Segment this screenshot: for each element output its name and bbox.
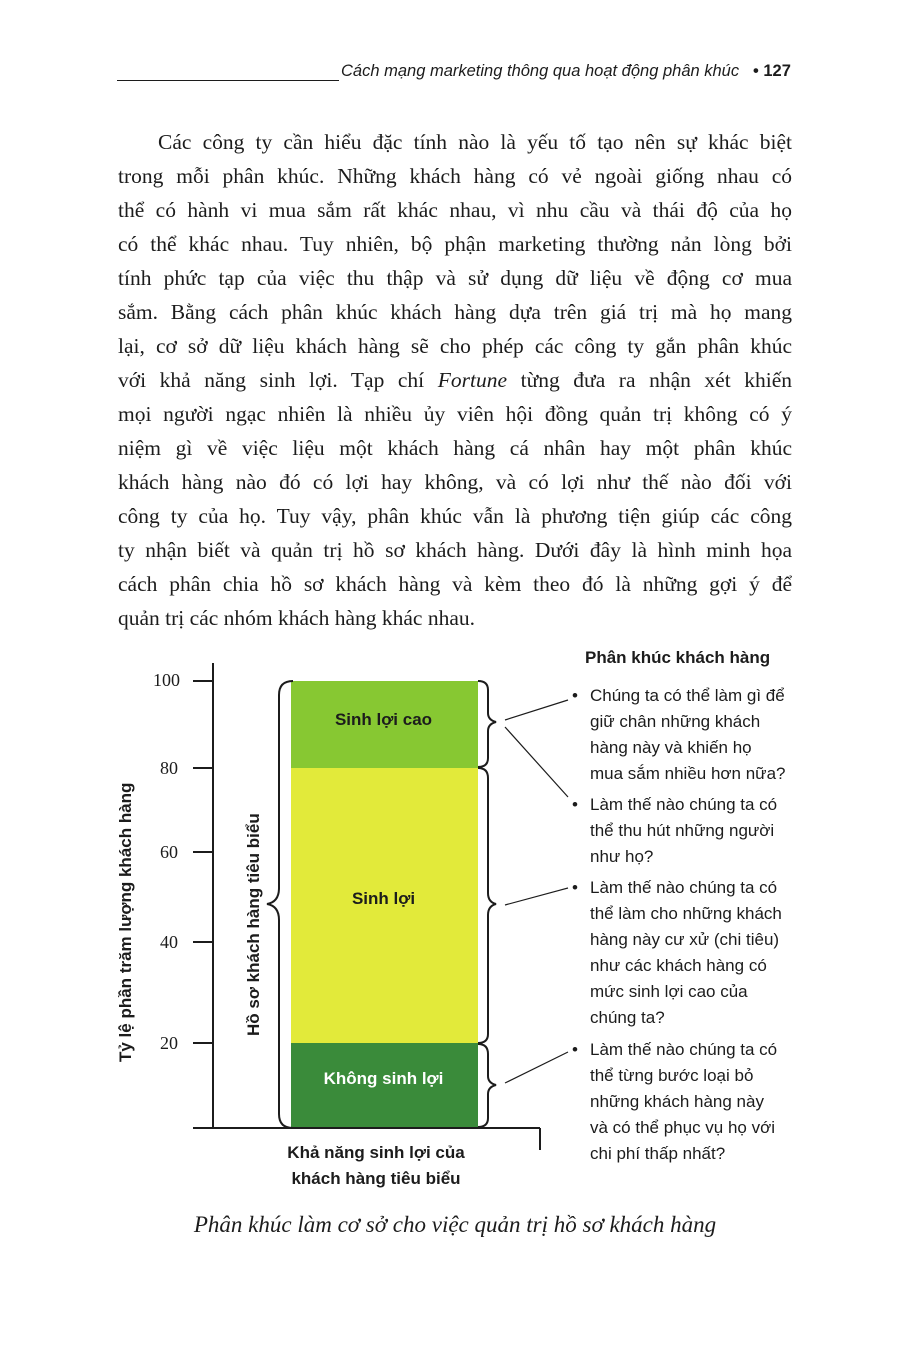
bracket-high — [478, 681, 496, 767]
bullet-line: chúng ta? — [590, 1008, 665, 1027]
body-line: có thể khác nhau. Tuy nhiên, bộ phận marketing thường nản lòng bởi — [118, 232, 792, 256]
page-number-value: 127 — [763, 62, 791, 80]
fortune-italic: Fortune — [437, 368, 508, 392]
body-line: niệm gì về việc liệu một khách hàng cá nhân hay một phân khúc — [118, 436, 792, 460]
bullet-line: hàng này và khiến họ — [590, 738, 752, 757]
bullet-dot: • — [572, 795, 578, 814]
connector-line — [505, 1052, 568, 1083]
body-line: cách phân chia hồ sơ khách hàng và kèm theo đó là những gợi ý để — [118, 572, 792, 596]
bullet-item — [572, 1037, 822, 1167]
body-line-end: từng đưa ra nhận xét khiến — [520, 368, 793, 392]
y-tick-label: 100 — [153, 670, 180, 690]
bullet-dot: • — [572, 1040, 578, 1059]
bracket-mid — [478, 768, 496, 1043]
body-line: thể có hành vi mua sắm rất khác nhau, vì nhu cầu và thái độ của họ — [118, 198, 792, 222]
bullet-line: mức sinh lợi cao của — [590, 982, 748, 1001]
bullet-dot: • — [572, 686, 578, 705]
bracket-low — [478, 1044, 496, 1127]
bullet-line: và có thể phục vụ họ với — [590, 1118, 776, 1137]
bullet-dot: • — [572, 878, 578, 897]
bullet-line: chi phí thấp nhất? — [590, 1144, 726, 1163]
bullet-line: Làm thế nào chúng ta có — [590, 795, 778, 814]
y-tick-label: 60 — [160, 842, 178, 862]
body-line: trong mỗi phân khúc. Những khách hàng có vẻ ngoài giống nhau có — [118, 164, 792, 188]
connector-line — [505, 888, 568, 905]
bullet-line: thể từng bước loại bỏ — [590, 1066, 754, 1085]
bullet-line: Làm thế nào chúng ta có — [590, 878, 778, 897]
body-line-start: với khả năng sinh lợi. Tạp chí — [118, 368, 425, 392]
running-title: Cách mạng marketing thông qua hoạt động phân khúc — [341, 62, 740, 80]
y-tick-label: 40 — [160, 932, 178, 952]
bullet-line: thể thu hút những người — [590, 821, 775, 840]
segment-label-mid: Sinh lợi — [351, 889, 416, 908]
body-line: ty nhận biết và quản trị hồ sơ khách hàng. Dưới đây là hình minh họa — [118, 538, 792, 562]
y-tick-label: 20 — [160, 1033, 178, 1053]
body-line: quản trị các nhóm khách hàng khác nhau. — [118, 606, 476, 630]
body-line: lại, cơ sở dữ liệu khách hàng sẽ cho phép các công ty gắn phân khúc — [118, 334, 792, 358]
bullet-line: Chúng ta có thể làm gì để — [590, 686, 785, 705]
bullet-item — [572, 792, 822, 870]
body-line: sắm. Bằng cách phân khúc khách hàng dựa trên giá trị mà họ mang — [118, 300, 792, 324]
bullet-item — [572, 875, 822, 1031]
figure-caption: Phân khúc làm cơ sở cho việc quản trị hồ sơ khách hàng — [193, 1212, 717, 1237]
segment-label-low: Không sinh lợi — [323, 1069, 444, 1088]
body-line: khách hàng nào đó có lợi hay không, và có lợi như thế nào đối với — [118, 470, 792, 494]
bullet-item — [572, 683, 822, 787]
bullet-line: như họ? — [590, 847, 654, 866]
bullet-line: thể làm cho những khách — [590, 904, 782, 923]
segment-label-high: Sinh lợi cao — [334, 710, 433, 729]
x-axis-label: Khả năng sinh lợi của khách hàng tiêu biểu — [287, 1143, 465, 1188]
bullet-line: giữ chân những khách — [590, 712, 761, 731]
body-line: công ty của họ. Tuy vậy, phân khúc vẫn là phương tiện giúp các công — [118, 504, 792, 528]
side-panel-title: Phân khúc khách hàng — [585, 648, 771, 667]
bullet-line: như các khách hàng có — [590, 956, 767, 975]
y-axis-label: Tỷ lệ phần trăm lượng khách hàng — [116, 782, 135, 1062]
bullet-line: hàng này cư xử (chi tiêu) — [590, 930, 780, 949]
y-ticks — [193, 681, 213, 1043]
y-tick-label: 80 — [160, 758, 178, 778]
connector-line — [505, 700, 568, 720]
bullet-line: mua sắm nhiều hơn nữa? — [590, 764, 786, 783]
body-line: mọi người ngạc nhiên là nhiều ủy viên hội đồng quản trị không có ý — [118, 402, 792, 426]
body-line: Các công ty cần hiểu đặc tính nào là yếu tố tạo nên sự khác biệt — [158, 130, 792, 154]
bullet-line: những khách hàng này — [590, 1092, 764, 1111]
bullet-line: Làm thế nào chúng ta có — [590, 1040, 778, 1059]
body-line: tính phức tạp của việc thu thập và sử dụng dữ liệu về động cơ mua — [118, 266, 792, 290]
bracket-label: Hồ sơ khách hàng tiêu biểu — [244, 813, 263, 1036]
header-separator: • — [753, 62, 759, 80]
connector-line — [505, 727, 568, 797]
